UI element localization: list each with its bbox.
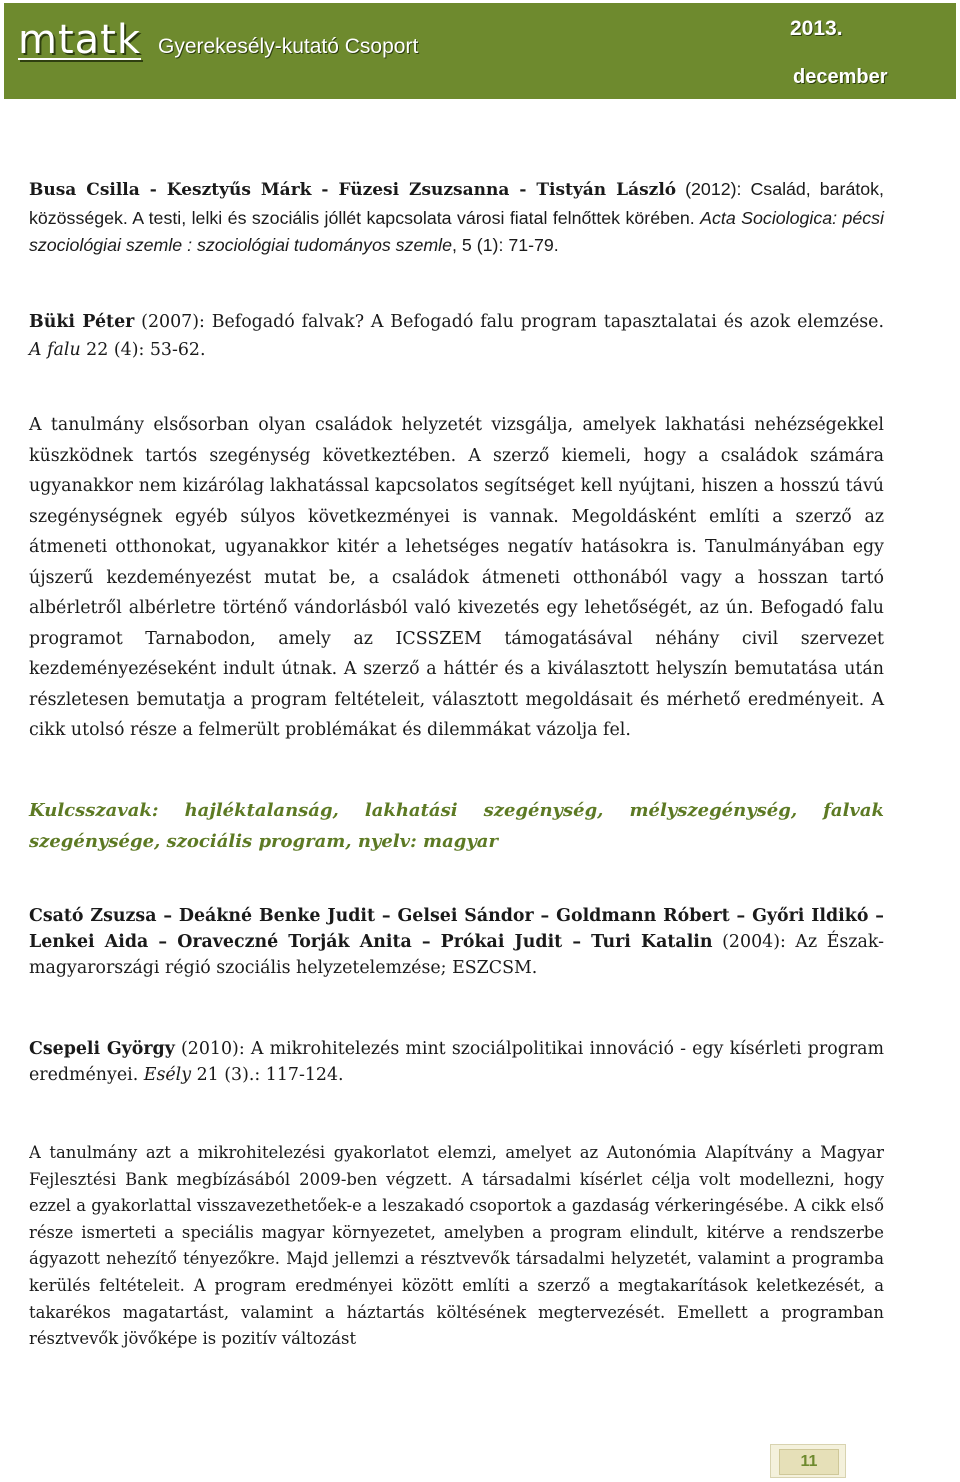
reference-journal: Esély bbox=[143, 1065, 192, 1085]
abstract-buki: A tanulmány elsősorban olyan családok helyzetét vizsgálja, amelyek lakhatási nehézségekkel küszködnek tartós szegénység következtében. A szerző kiemeli, hogy a családok számára ugyanakkor nem kizárólag lakhatással kapcsolatos segítséget kell nyújtani, hiszen a hosszú távú szegénységnek egyéb súlyos következményei is vannak. Megoldásként említi a szerző az átmeneti otthonokat, ugyanakkor kitér a lehetséges negatív hatásokra is. Tanulmányában egy újszerű kezdeményezést mutat be, a családok átmeneti otthonából vagy a hosszan tartó albérletről albérletre történő vándorlásból való kivezetés egy lehetőségét, az ún. Befogadó falu programot Tarnabodon, amely az ICSSZEM támogatásával néhány civil szervezet kezdeményezéseként indult útnak. A szerző a háttér és a kiválasztott helyszín bemutatása után részletesen bemutatja a program feltételeit, választott megoldásait és mérhető eredményeit. A cikk utolsó része a felmerült problémákat és dilemmákat vázolja fel. bbox=[29, 415, 884, 740]
reference-buki bbox=[29, 309, 884, 364]
reference-tail: 22 (4): 53-62. bbox=[80, 339, 206, 360]
reference-text: (2012): Család, barátok, közösségek. A testi, lelki és szociális jóllét kapcsolata városi fiatal felnőttek körében. bbox=[29, 179, 884, 228]
page-number: 11 bbox=[779, 1449, 839, 1475]
reference-authors: Busa Csilla - Kesztyűs Márk - Füzesi Zsuzsanna - Tistyán László bbox=[29, 180, 677, 200]
reference-text: (2004): Az Észak-magyarországi régió szociális helyzetelemzése; ESZCSM. bbox=[29, 932, 884, 978]
reference-tail: , 5 (1): 71-79. bbox=[452, 235, 559, 255]
header-year: 2013. bbox=[790, 17, 843, 40]
keywords-buki: Kulcsszavak: hajléktalanság, lakhatási szegénység, mélyszegénység, falvak szegénysége, szociális program, nyelv: magyar bbox=[29, 800, 884, 852]
page-number-box bbox=[770, 1444, 846, 1478]
reference-csepeli bbox=[29, 1036, 884, 1088]
page-header bbox=[4, 3, 956, 99]
group-name: Gyerekesély-kutató Csoport bbox=[158, 35, 419, 58]
reference-author: Csepeli György bbox=[29, 1039, 175, 1059]
reference-journal: A falu bbox=[29, 339, 81, 360]
reference-csato bbox=[29, 903, 884, 981]
reference-authors: Csató Zsuzsa – Deákné Benke Judit – Gelsei Sándor – Goldmann Róbert – Győri Ildikó – Lenkei Aida – Oraveczné Torják Anita – Prókai Judit – Turi Katalin bbox=[29, 906, 884, 952]
mtatk-logo: mtatk bbox=[18, 17, 142, 63]
reference-author: Büki Péter bbox=[29, 312, 135, 332]
reference-journal: Acta Sociologica: pécsi szociológiai szemle : szociológiai tudományos szemle bbox=[29, 207, 885, 255]
header-month: december bbox=[793, 66, 888, 88]
reference-text: (2010): A mikrohitelezés mint szociálpolitikai innováció - egy kísérleti program eredményei. bbox=[29, 1039, 885, 1085]
reference-text: (2007): Befogadó falvak? A Befogadó falu program tapasztalatai és azok elemzése. bbox=[134, 312, 884, 332]
reference-tail: 21 (3).: 117-124. bbox=[191, 1065, 344, 1085]
reference-busa bbox=[29, 176, 884, 260]
abstract-csepeli: A tanulmány azt a mikrohitelezési gyakorlatot elemzi, amelyet az Autonómia Alapítvány a Magyar Fejlesztési Bank megbízásából 2009-ben végzett. A társadalmi kísérlet célja volt modellezni, hogy ezzel a gyakorlattal visszavezethetőek-e a leszakadó csoportok a gazdaság vérkeringésébe. A cikk első része ismerteti a speciális magyar környezetet, amelyben a program elindult, kitérve a rendszerbe ágyazott nehezítő tényezőkre. Majd jellemzi a résztvevők társadalmi helyzetét, valamint a programba kerülés feltételeit. A program eredményei között említi a szerző a megtakarítások keletkezését, a takarékos magatartást, valamint a háztartás költésének megtervezését. Emellett a programban résztvevők jövőképe is pozitív változást bbox=[29, 1143, 884, 1349]
